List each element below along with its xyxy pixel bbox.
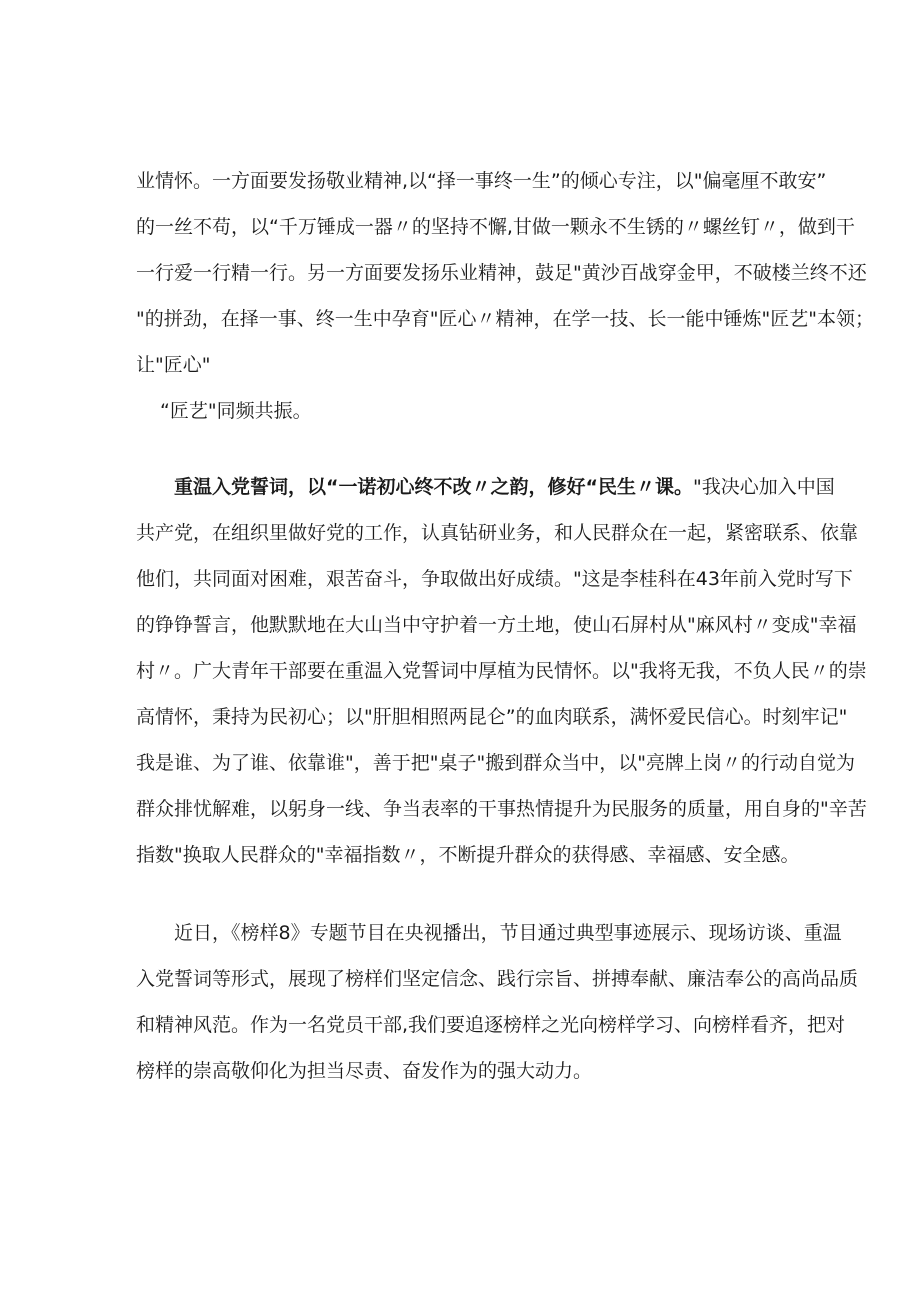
paragraph-1-line-1: 业情怀。一方面要发扬敬业精神,以“择一事终一生”的倾心专注，以"偏毫厘不敢安” bbox=[136, 170, 827, 192]
paragraph-2-line-9: 指数"换取人民群众的"幸福指数〃，不断提升群众的获得感、幸福感、安全感。 bbox=[136, 844, 800, 866]
paragraph-1-line-6: “匠艺"同频共振。 bbox=[160, 400, 312, 422]
paragraph-2-line-2: 共产党，在组织里做好党的工作，认真钻研业务，和人民群众在一起，紧密联系、依靠 bbox=[136, 522, 859, 544]
paragraph-1-line-4: "的拼劲，在择一事、终一生中孕育"匠心〃精神，在学一技、长一能中锤炼"匠艺"本领； bbox=[136, 308, 874, 330]
paragraph-2-line-6: 高情怀，秉持为民初心；以"肝胆相照两昆仑”的血肉联系，满怀爱民信心。时刻牢记" bbox=[136, 706, 848, 728]
paragraph-2-first-line-rest: "我决心加入中国 bbox=[692, 476, 835, 498]
paragraph-1-line-5: 让"匠心" bbox=[136, 354, 211, 376]
paragraph-2-heading: 重温入党誓词，以“一诺初心终不改〃之韵，修好“民生〃课。 bbox=[174, 476, 693, 498]
paragraph-2-line-1 bbox=[174, 474, 835, 500]
paragraph-2-line-3: 他们，共同面对困难，艰苦奋斗，争取做出好成绩。"这是李桂科在43年前入党时写下 bbox=[136, 568, 853, 590]
paragraph-2-line-5: 村〃。广大青年干部要在重温入党誓词中厚植为民情怀。以"我将无我，不负人民〃的崇 bbox=[136, 660, 867, 682]
paragraph-2-line-4: 的铮铮誓言，他默默地在大山当中守护着一方土地，使山石屏村从"麻风村〃变成"幸福 bbox=[136, 614, 857, 636]
paragraph-3-line-3: 和精神风范。作为一名党员干部,我们要追逐榜样之光向榜样学习、向榜样看齐，把对 bbox=[136, 1014, 846, 1036]
paragraph-3-line-2: 入党誓词等形式，展现了榜样们坚定信念、践行宗旨、拼搏奉献、廉洁奉公的高尚品质 bbox=[136, 968, 859, 990]
paragraph-3-line-1: 近日，《榜样8》专题节目在央视播出，节目通过典型事迹展示、现场访谈、重温 bbox=[174, 922, 842, 944]
paragraph-3-line-4: 榜样的崇高敬仰化为担当尽责、奋发作为的强大动力。 bbox=[136, 1060, 593, 1082]
paragraph-2-line-7: 我是谁、为了谁、依靠谁"，善于把"桌子"搬到群众当中，以"亮牌上岗〃的行动自觉为 bbox=[136, 752, 855, 774]
paragraph-1-line-3: 一行爱一行精一行。另一方面要发扬乐业精神，鼓足"黄沙百战穿金甲，不破楼兰终不还 bbox=[136, 262, 867, 284]
paragraph-2-line-8: 群众排忧解难，以躬身一线、争当表率的干事热情提升为民服务的质量，用自身的"辛苦 bbox=[136, 798, 867, 820]
paragraph-1-line-2: 的一丝不苟，以“千万锤成一器〃的坚持不懈,甘做一颗永不生锈的〃螺丝钉〃，做到干 bbox=[136, 216, 855, 238]
